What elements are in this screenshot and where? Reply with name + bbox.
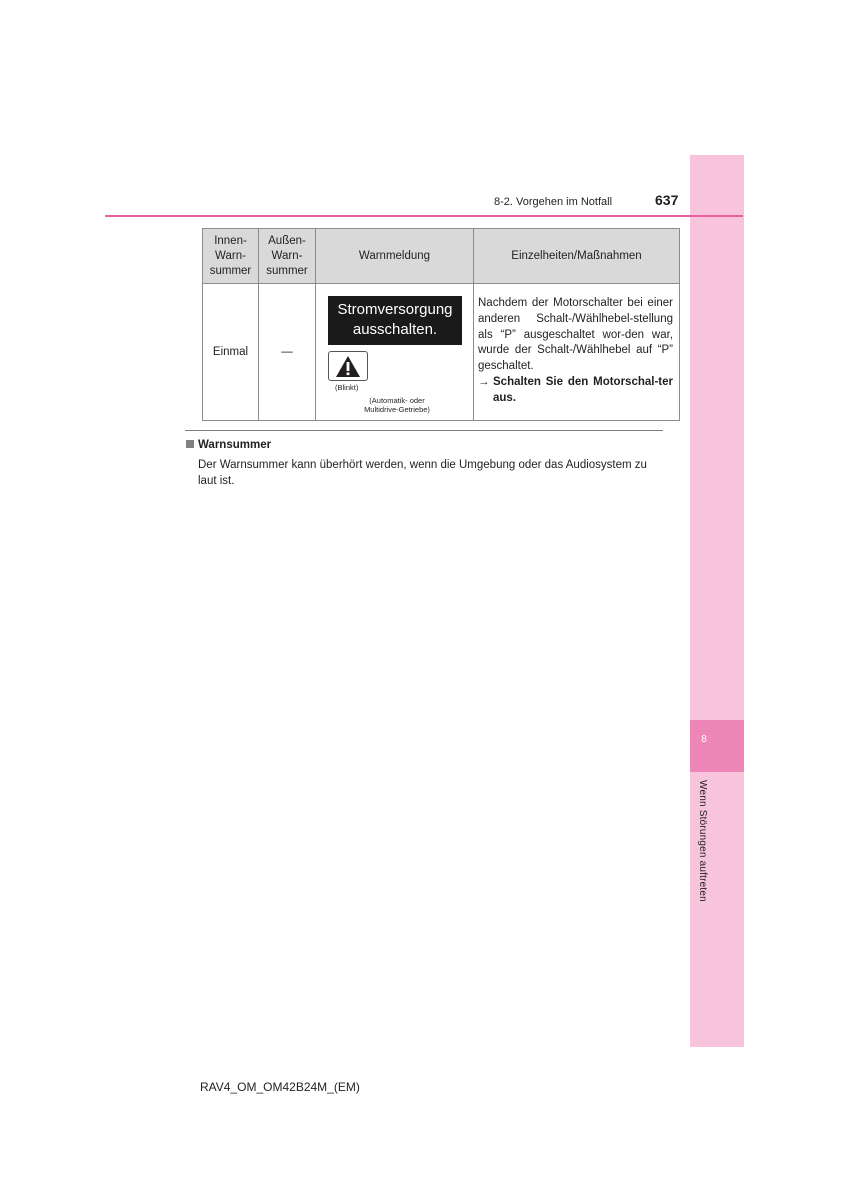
side-chapter-tab	[690, 155, 744, 1047]
header-rule	[105, 215, 743, 217]
chapter-number-box	[690, 720, 744, 772]
cell-details	[474, 284, 680, 421]
table-header-row	[203, 229, 680, 284]
blink-label: (Blinkt)	[335, 383, 359, 392]
warnsummer-heading-text: Warnsummer	[198, 439, 272, 451]
action-line	[478, 375, 673, 407]
footer-code: RAV4_OM_OM42B24M_(EM)	[200, 1080, 360, 1094]
cell-warnmeldung	[316, 284, 474, 421]
square-bullet-icon	[186, 440, 194, 448]
warning-triangle-icon	[328, 351, 368, 381]
cell-innen: Einmal	[203, 284, 259, 421]
header-innen-warnsummer	[203, 229, 259, 284]
section-divider	[185, 430, 663, 431]
page-number: 637	[655, 192, 679, 208]
transmission-note: (Automatik- oder Multidrive-Getriebe)	[364, 396, 430, 414]
header-einzelheiten: Einzelheiten/Maßnahmen	[474, 229, 680, 284]
header-aussen-warnsummer	[259, 229, 316, 284]
cell-aussen: —	[259, 284, 316, 421]
chapter-number: 8	[701, 734, 707, 745]
warnsummer-heading	[186, 439, 271, 451]
header-warnmeldung: Warnmeldung	[316, 229, 474, 284]
chapter-title: Wenn Störungen auftreten	[697, 780, 708, 902]
warning-message-display	[328, 296, 462, 345]
details-text: Nachdem der Motorschalter bei einer anderen Schalt-/Wählhebel-stellung als “P” ausgeschaltet wor-den war, wurde der Schalt-/Wählhebel auf “P” geschaltet.	[478, 297, 673, 373]
header-innen-text: Innen- Warn- summer	[209, 234, 252, 277]
table-row	[203, 284, 680, 421]
section-title: 8-2. Vorgehen im Notfall	[494, 196, 613, 208]
warning-table	[202, 228, 680, 421]
action-text: Schalten Sie den Motorschal-ter aus.	[493, 375, 673, 404]
arrow-icon: →	[478, 375, 490, 388]
display-line-2: ausschalten.	[352, 321, 438, 338]
header-aussen-text: Außen- Warn- summer	[266, 234, 308, 277]
warnsummer-body: Der Warnsummer kann überhört werden, wenn die Umgebung oder das Audiosystem zu laut ist.	[198, 459, 647, 487]
display-line-1: Stromversorgung	[337, 301, 453, 318]
